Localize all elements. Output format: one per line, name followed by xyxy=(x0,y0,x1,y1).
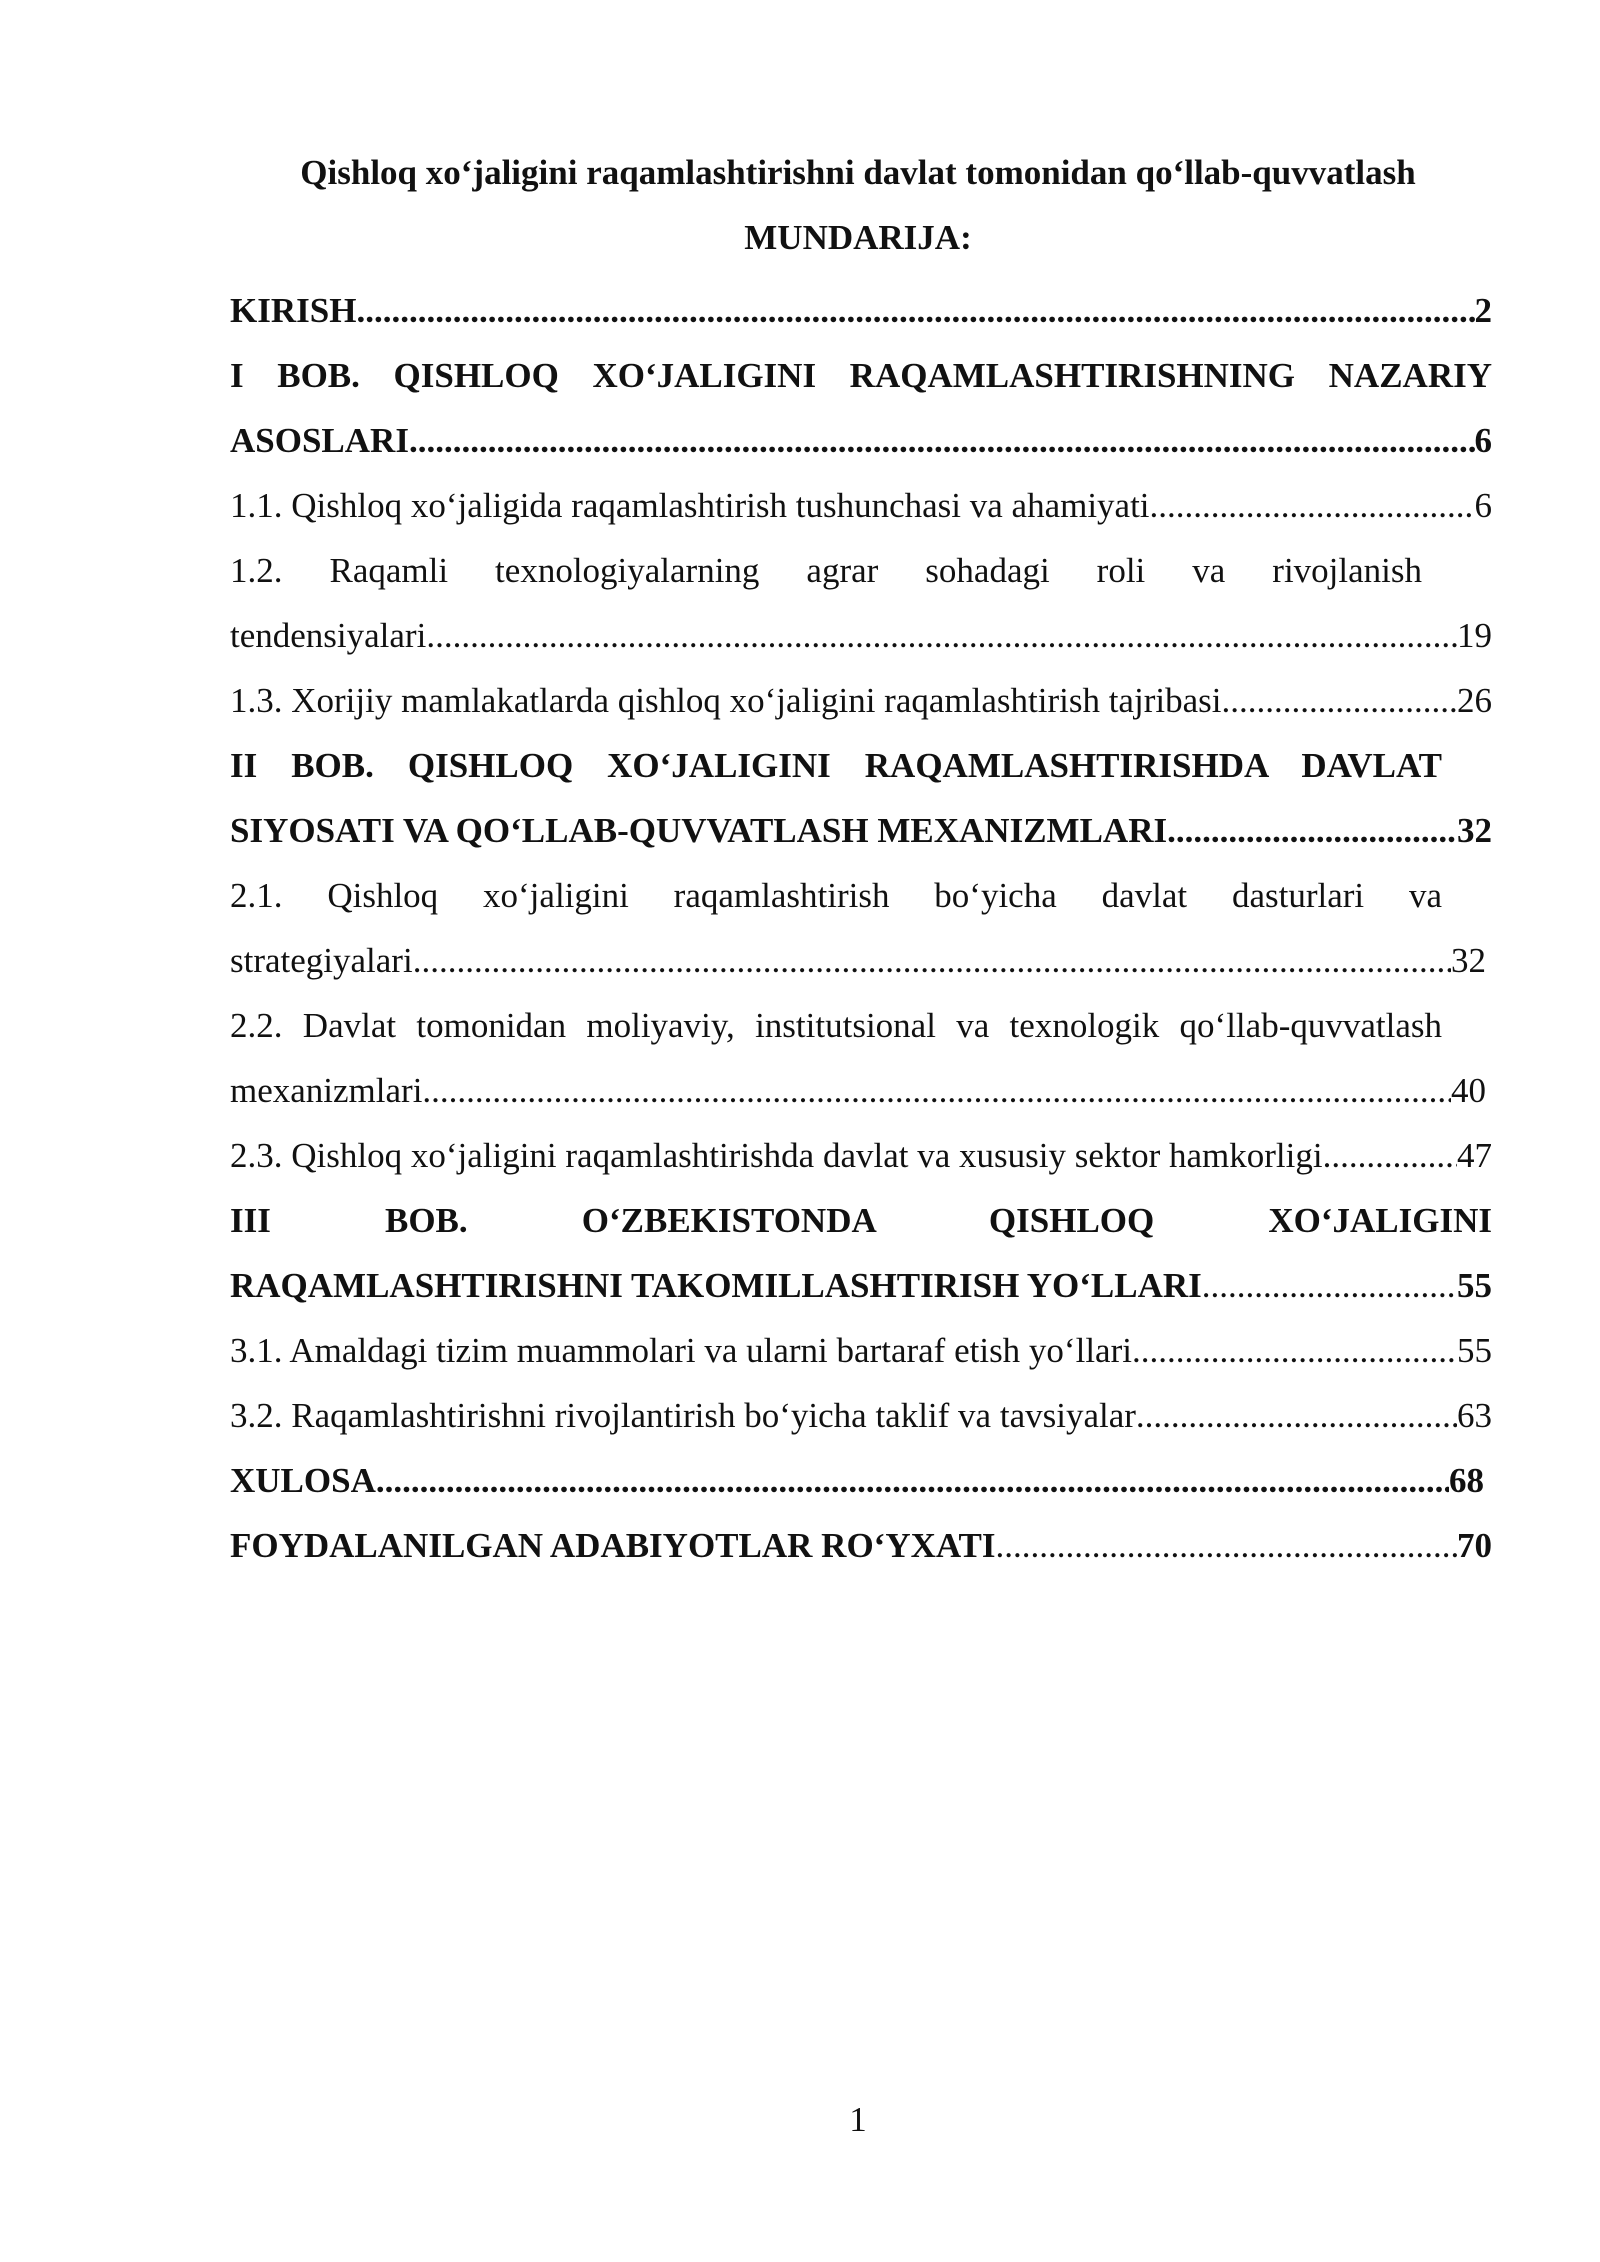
toc-entry-label: ASOSLARI xyxy=(230,421,409,460)
toc-page-number: 40 xyxy=(1451,1071,1486,1110)
toc-entry-label: SIYOSATI VA QO‘LLAB-QUVVATLASH MEXANIZMLARI xyxy=(230,811,1168,850)
toc-chapter-3-title: III BOB. O‘ZBEKISTONDA QISHLOQ XO‘JALIGINI xyxy=(230,1201,1492,1240)
dot-leader xyxy=(1150,473,1475,538)
toc-page-number: 19 xyxy=(1457,616,1492,655)
dot-leader xyxy=(996,1513,1457,1578)
toc-page-number: 2 xyxy=(1474,291,1492,330)
toc-entry-label: tendensiyalari xyxy=(230,616,427,655)
dot-leader xyxy=(376,1448,1449,1513)
toc-page-number: 26 xyxy=(1457,681,1492,720)
toc-entry-2-2-title: 2.2. Davlat tomonidan moliyaviy, institutsional va texnologik qo‘llab-quvvatlash xyxy=(230,1006,1442,1045)
toc-entry-xulosa xyxy=(230,1448,1492,1513)
toc-entry-label: 3.2. Raqamlashtirishni rivojlantirish bo‘yicha taklif va tavsiyalar xyxy=(230,1396,1136,1435)
toc-entry-2-1-title: 2.1. Qishloq xo‘jaligini raqamlashtirish bo‘yicha davlat dasturlari va xyxy=(230,876,1442,915)
dot-leader xyxy=(1323,1123,1457,1188)
toc-page-number: 63 xyxy=(1457,1396,1492,1435)
toc-entry-chapter-3 xyxy=(230,1253,1492,1318)
table-of-contents xyxy=(230,278,1492,1578)
toc-page-number: 47 xyxy=(1457,1136,1492,1175)
toc-entry-label: FOYDALANILGAN ADABIYOTLAR RO‘YXATI xyxy=(230,1526,996,1565)
toc-page-number: 6 xyxy=(1474,486,1492,525)
toc-chapter-2-title: II BOB. QISHLOQ XO‘JALIGINI RAQAMLASHTIRISHDA DAVLAT xyxy=(230,746,1442,785)
toc-page-number: 68 xyxy=(1449,1461,1484,1500)
toc-entry-2-3 xyxy=(230,1123,1492,1188)
toc-chapter-1-title: I BOB. QISHLOQ XO‘JALIGINI RAQAMLASHTIRISHNING NAZARIY xyxy=(230,356,1492,395)
toc-page-number: 70 xyxy=(1457,1526,1492,1565)
toc-entry-label: mexanizmlari xyxy=(230,1071,423,1110)
toc-entry-label: XULOSA xyxy=(230,1461,376,1500)
toc-page-number: 32 xyxy=(1451,941,1486,980)
dot-leader xyxy=(1132,1318,1457,1383)
toc-entry-chapter-2 xyxy=(230,798,1492,863)
toc-entry-3-2 xyxy=(230,1383,1492,1448)
toc-entry-label: RAQAMLASHTIRISHNI TAKOMILLASHTIRISH YO‘LLARI xyxy=(230,1266,1202,1305)
toc-entry-adabiyotlar xyxy=(230,1513,1492,1578)
toc-entry-chapter-1 xyxy=(230,408,1492,473)
toc-entry-1-2 xyxy=(230,603,1492,668)
toc-entry-label: 1.3. Xorijiy mamlakatlarda qishloq xo‘jaligini raqamlashtirish tajribasi xyxy=(230,681,1222,720)
dot-leader xyxy=(413,928,1451,993)
dot-leader xyxy=(422,1058,1451,1123)
toc-entry-1-3 xyxy=(230,668,1492,733)
toc-entry-label: 2.3. Qishloq xo‘jaligini raqamlashtirishda davlat va xususiy sektor hamkorligi xyxy=(230,1136,1323,1175)
toc-entry-label: KIRISH xyxy=(230,291,357,330)
document-title: Qishloq xo‘jaligini raqamlashtirishni davlat tomonidan qo‘llab-quvvatlash xyxy=(300,153,1416,192)
toc-entry-2-1 xyxy=(230,928,1492,993)
toc-entry-3-1 xyxy=(230,1318,1492,1383)
toc-entry-2-2 xyxy=(230,1058,1492,1123)
toc-page-number: 55 xyxy=(1457,1266,1492,1305)
toc-entry-1-2-title: 1.2. Raqamli texnologiyalarning agrar sohadagi roli va rivojlanish xyxy=(230,551,1422,590)
toc-page-number: 55 xyxy=(1457,1331,1492,1370)
toc-page-number: 32 xyxy=(1457,811,1492,850)
dot-leader xyxy=(1221,668,1457,733)
page-number: 1 xyxy=(849,2100,867,2139)
dot-leader xyxy=(409,408,1475,473)
dot-leader xyxy=(1202,1253,1457,1318)
toc-entry-1-1 xyxy=(230,473,1492,538)
toc-page-number: 6 xyxy=(1474,421,1492,460)
toc-entry-label: 3.1. Amaldagi tizim muammolari va ularni bartaraf etish yo‘llari xyxy=(230,1331,1132,1370)
dot-leader xyxy=(356,278,1474,343)
toc-entry-kirish xyxy=(230,278,1492,343)
toc-entry-label: strategiyalari xyxy=(230,941,413,980)
dot-leader xyxy=(1167,798,1457,863)
dot-leader xyxy=(426,603,1457,668)
toc-entry-label: 1.1. Qishloq xo‘jaligida raqamlashtirish tushunchasi va ahamiyati xyxy=(230,486,1150,525)
toc-heading: MUNDARIJA: xyxy=(744,218,972,257)
dot-leader xyxy=(1136,1383,1457,1448)
